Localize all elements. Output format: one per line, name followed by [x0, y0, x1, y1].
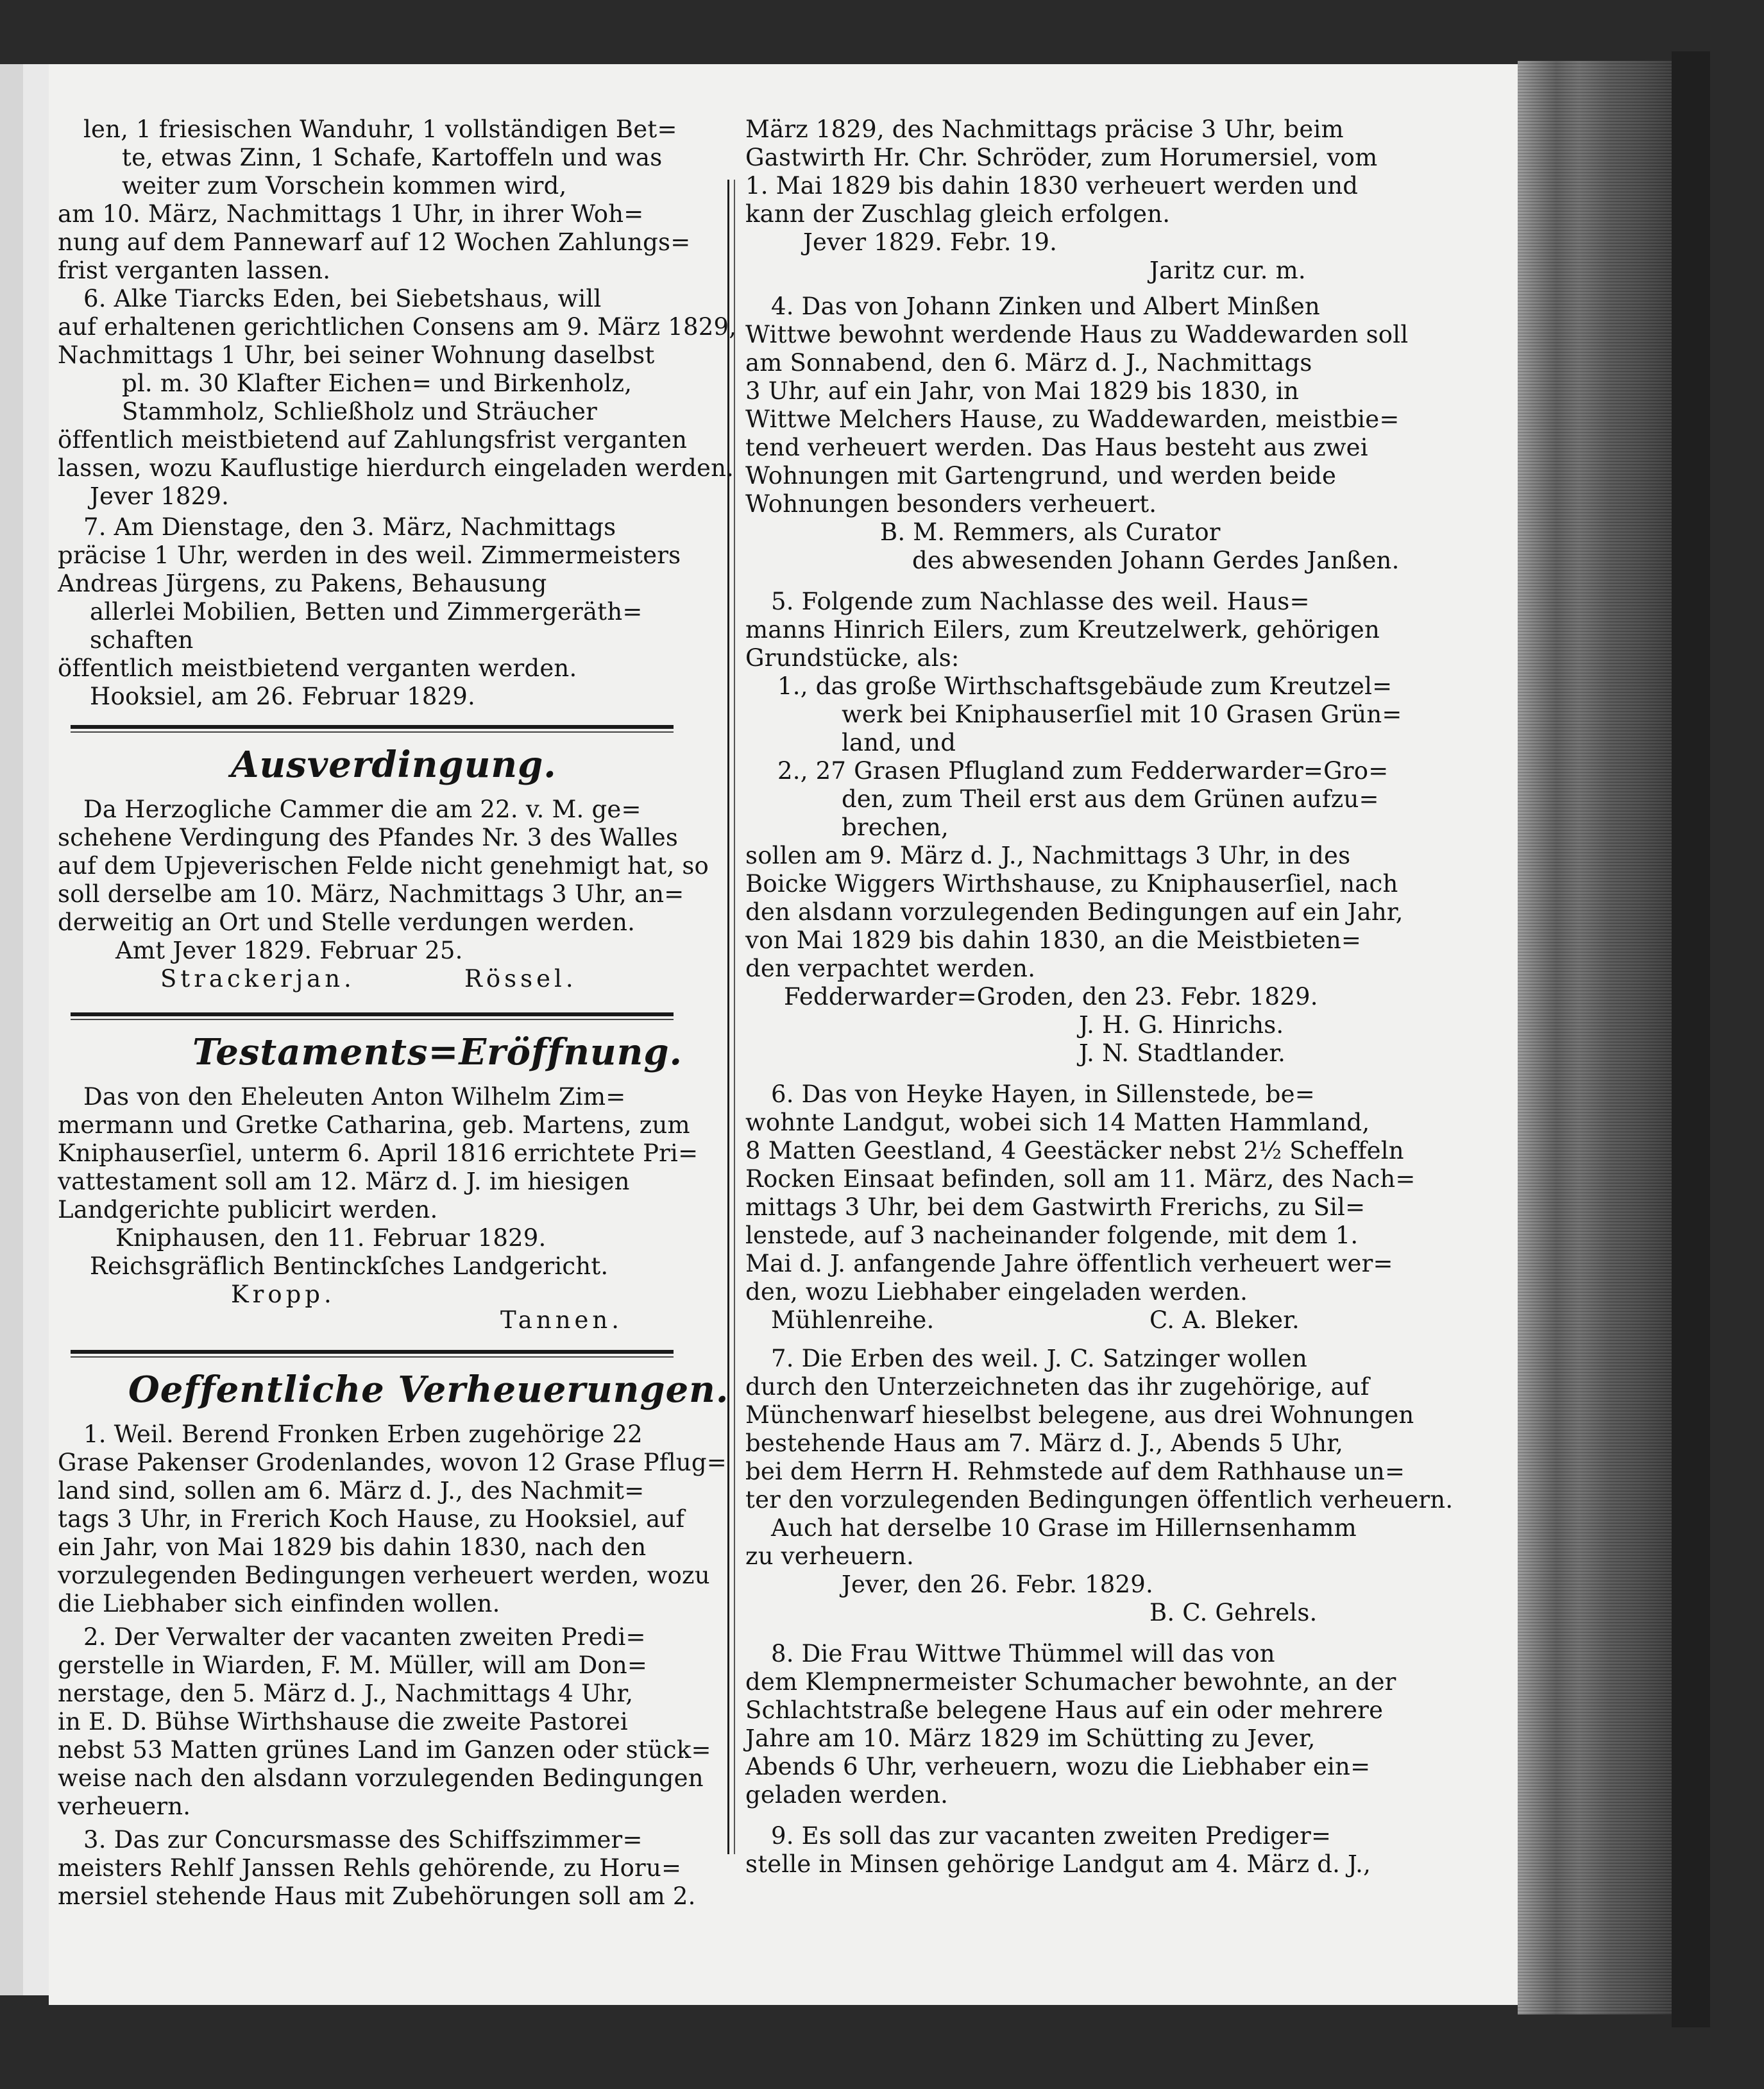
- text-line: mittags 3 Uhr, bei dem Gastwirth Frerichs, zu Sil=: [745, 1193, 1366, 1221]
- signature-gehrels: B. C. Gehrels.: [1149, 1599, 1318, 1626]
- signature-bleker: C. A. Bleker.: [1149, 1306, 1300, 1334]
- text-line: Landgerichte publicirt werden.: [58, 1196, 438, 1224]
- text-line: manns Hinrich Eilers, zum Kreutzelwerk, gehörigen: [745, 616, 1380, 644]
- text-line: nebst 53 Matten grünes Land im Ganzen oder stück=: [58, 1736, 711, 1764]
- text-line: 4. Das von Johann Zinken und Albert Minßen: [771, 293, 1320, 320]
- signature-strackerjan: Strackerjan.: [160, 965, 355, 993]
- text-line: 1., das große Wirthschaftsgebäude zum Kreutzel=: [777, 672, 1393, 700]
- text-line: gerstelle in Wiarden, F. M. Müller, will am Don=: [58, 1651, 648, 1679]
- text-line: 8. Die Frau Wittwe Thümmel will das von: [771, 1640, 1275, 1667]
- text-line: geladen werden.: [745, 1781, 949, 1809]
- text-line: kann der Zuschlag gleich erfolgen.: [745, 200, 1171, 228]
- text-line: Jever 1829.: [90, 482, 230, 510]
- text-line: Wohnungen besonders verheuert.: [745, 490, 1157, 518]
- signature-tannen: Tannen.: [500, 1306, 623, 1334]
- text-line: Kniphauserſiel, unterm 6. April 1816 errichtete Pri=: [58, 1139, 699, 1167]
- text-line: lenstede, auf 3 nacheinander folgende, mit dem 1.: [745, 1222, 1359, 1249]
- section-heading-testament: Testaments=Eröffnung.: [192, 1031, 683, 1073]
- text-line: nerstage, den 5. März d. J., Nachmittags 4 Uhr,: [58, 1680, 634, 1707]
- text-line: Wittwe Melchers Hause, zu Waddewarden, meistbie=: [745, 405, 1400, 433]
- text-line: stelle in Minsen gehörige Landgut am 4. März d. J.,: [745, 1850, 1371, 1878]
- text-line: auf dem Upjeverischen Felde nicht genehmigt hat, so: [58, 852, 709, 880]
- text-line: 7. Die Erben des weil. J. C. Satzinger wollen: [771, 1345, 1307, 1372]
- text-line: präcise 1 Uhr, werden in des weil. Zimmermeisters: [58, 541, 681, 569]
- text-line: bestehende Haus am 7. März d. J., Abends 5 Uhr,: [745, 1429, 1344, 1457]
- text-line: 1. Weil. Berend Fronken Erben zugehörige 22: [83, 1420, 643, 1448]
- text-line: Stammholz, Schließholz und Sträucher: [122, 398, 598, 425]
- text-line: Wohnungen mit Gartengrund, und werden beide: [745, 462, 1337, 490]
- text-line: allerlei Mobilien, Betten und Zimmergeräth=: [90, 598, 643, 626]
- adjacent-page-gutter: [23, 64, 49, 1995]
- book-page-block-edge: [1518, 61, 1672, 2015]
- text-line: vattestament soll am 12. März d. J. im hiesigen: [58, 1168, 630, 1195]
- section-heading-ausverdingung: Ausverdingung.: [231, 744, 557, 786]
- text-line: Amt Jever 1829. Februar 25.: [115, 937, 463, 964]
- text-line: land, und: [842, 729, 956, 756]
- text-line: Nachmittags 1 Uhr, bei seiner Wohnung daselbst: [58, 341, 655, 369]
- text-line: 1. Mai 1829 bis dahin 1830 verheuert werden und: [745, 172, 1359, 200]
- text-line: land sind, sollen am 6. März d. J., des Nachmit=: [58, 1477, 645, 1505]
- text-line: Schlachtstraße belegene Haus auf ein oder mehrere: [745, 1696, 1384, 1724]
- text-line: 9. Es soll das zur vacanten zweiten Prediger=: [771, 1822, 1332, 1850]
- signature-remmers: B. M. Remmers, als Curator: [880, 518, 1221, 546]
- section-heading-verheuerungen: Oeffentliche Verheuerungen.: [128, 1369, 729, 1411]
- signature-hinrichs: J. H. G. Hinrichs.: [1079, 1011, 1284, 1039]
- text-line: 7. Am Dienstage, den 3. März, Nachmittags: [83, 513, 616, 541]
- right-column: [711, 64, 1454, 2005]
- text-line: öffentlich meistbietend verganten werden.: [58, 654, 577, 682]
- text-line: soll derselbe am 10. März, Nachmittags 3 Uhr, an=: [58, 880, 684, 908]
- text-line: öffentlich meistbietend auf Zahlungsfrist verganten: [58, 426, 688, 454]
- text-line: 6. Alke Tiarcks Eden, bei Siebetshaus, will: [83, 285, 602, 312]
- text-line: Auch hat derselbe 10 Grase im Hillernsenhamm: [771, 1514, 1357, 1542]
- text-line: Fedderwarder=Groden, den 23. Febr. 1829.: [784, 983, 1318, 1010]
- text-line: Mühlenreihe.: [771, 1306, 935, 1334]
- text-line: 8 Matten Geestland, 4 Geestäcker nebst 2½ Scheffeln: [745, 1137, 1404, 1164]
- text-line: 2. Der Verwalter der vacanten zweiten Predi=: [83, 1623, 646, 1651]
- text-line: die Liebhaber sich einfinden wollen.: [58, 1590, 500, 1617]
- text-line: am 10. März, Nachmittags 1 Uhr, in ihrer Woh=: [58, 200, 644, 228]
- text-line: von Mai 1829 bis dahin 1830, an die Meistbieten=: [745, 926, 1362, 954]
- text-line: 6. Das von Heyke Hayen, in Sillenstede, be=: [771, 1080, 1315, 1108]
- text-line: weise nach den alsdann vorzulegenden Bedingungen: [58, 1764, 704, 1792]
- text-line: ein Jahr, von Mai 1829 bis dahin 1830, nach den: [58, 1533, 647, 1561]
- text-line: pl. m. 30 Klafter Eichen= und Birkenholz,: [122, 370, 632, 397]
- signature-roessel: Rössel.: [464, 965, 577, 993]
- text-line: bei dem Herrn H. Rehmstede auf dem Rathhause un=: [745, 1458, 1405, 1485]
- newspaper-page: [49, 64, 1518, 2005]
- section-separator: [71, 1012, 674, 1016]
- text-line: den verpachtet werden.: [745, 955, 1036, 982]
- text-line: 2., 27 Grasen Pflugland zum Fedderwarder=Gro=: [777, 757, 1389, 785]
- text-line: dem Klempnermeister Schumacher bewohnte, an der: [745, 1668, 1396, 1696]
- text-line: März 1829, des Nachmittags präcise 3 Uhr, beim: [745, 115, 1344, 143]
- text-line: frist verganten lassen.: [58, 257, 331, 284]
- text-line: Jahre am 10. März 1829 im Schütting zu Jever,: [745, 1725, 1316, 1752]
- text-line: sollen am 9. März d. J., Nachmittags 3 Uhr, in des: [745, 842, 1351, 869]
- text-line: tend verheuert werden. Das Haus besteht aus zwei: [745, 434, 1368, 461]
- text-line: Abends 6 Uhr, verheuern, wozu die Liebhaber ein=: [745, 1753, 1371, 1780]
- text-line: ter den vorzulegenden Bedingungen öffentlich verheuern.: [745, 1486, 1454, 1513]
- text-line: weiter zum Vorschein kommen wird,: [122, 172, 567, 200]
- text-line: lassen, wozu Kauflustige hierdurch eingeladen werden.: [58, 454, 734, 482]
- section-separator: [71, 1350, 674, 1354]
- text-line: schaften: [90, 626, 194, 654]
- left-column: [49, 64, 737, 2005]
- text-line: mersiel stehende Haus mit Zubehörungen soll am 2.: [58, 1882, 696, 1910]
- text-line: meisters Rehlf Janssen Rehls gehörende, zu Horu=: [58, 1854, 682, 1882]
- text-line: den, wozu Liebhaber eingeladen werden.: [745, 1278, 1248, 1306]
- text-line: tags 3 Uhr, in Frerich Koch Hause, zu Hooksiel, auf: [58, 1505, 685, 1533]
- text-line: Da Herzogliche Cammer die am 22. v. M. ge=: [83, 796, 641, 823]
- text-line: auf erhaltenen gerichtlichen Consens am 9. März 1829,: [58, 313, 737, 341]
- book-cover-edge: [1672, 51, 1710, 2027]
- text-line: den alsdann vorzulegenden Bedingungen auf ein Jahr,: [745, 898, 1404, 926]
- signature-jaritz: Jaritz cur. m.: [1149, 257, 1306, 284]
- text-line: Hooksiel, am 26. Februar 1829.: [90, 683, 475, 710]
- text-line: Andreas Jürgens, zu Pakens, Behausung: [58, 570, 547, 597]
- text-line: Das von den Eheleuten Anton Wilhelm Zim=: [83, 1083, 626, 1111]
- text-line: Jever, den 26. Febr. 1829.: [842, 1571, 1153, 1598]
- text-line: Rocken Einsaat befinden, soll am 11. März, des Nach=: [745, 1165, 1416, 1193]
- text-line: Gastwirth Hr. Chr. Schröder, zum Horumersiel, vom: [745, 144, 1378, 171]
- text-line: nung auf dem Pannewarf auf 12 Wochen Zahlungs=: [58, 228, 691, 256]
- text-line: Grundstücke, als:: [745, 644, 960, 672]
- text-line: len, 1 friesischen Wanduhr, 1 vollständigen Bet=: [83, 115, 677, 143]
- section-separator: [71, 725, 674, 729]
- signature-stadtlander: J. N. Stadtlander.: [1079, 1039, 1286, 1067]
- text-line: Grase Pakenser Grodenlandes, wovon 12 Grase Pflug=: [58, 1449, 727, 1476]
- text-line: Boicke Wiggers Wirthshause, zu Kniphauserſiel, nach: [745, 870, 1398, 898]
- signature-kropp: Kropp.: [231, 1281, 335, 1308]
- text-line: den, zum Theil erst aus dem Grünen aufzu=: [842, 785, 1379, 813]
- text-line: durch den Unterzeichneten das ihr zugehörige, auf: [745, 1373, 1370, 1401]
- text-line: Kniphausen, den 11. Februar 1829.: [115, 1224, 547, 1252]
- text-line: zu verheuern.: [745, 1542, 914, 1570]
- adjacent-page-edge: [0, 64, 23, 1995]
- text-line: in E. D. Bühse Wirthshause die zweite Pastorei: [58, 1708, 628, 1735]
- text-line: Mai d. J. anfangende Jahre öffentlich verheuert wer=: [745, 1250, 1393, 1277]
- text-line: Jever 1829. Febr. 19.: [803, 228, 1058, 256]
- text-line: mermann und Gretke Catharina, geb. Martens, zum: [58, 1111, 690, 1139]
- text-line: 5. Folgende zum Nachlasse des weil. Haus=: [771, 588, 1310, 615]
- text-line: Reichsgräflich Bentinckſches Landgericht.: [90, 1252, 609, 1280]
- signature-remmers-line2: des abwesenden Johann Gerdes Janßen.: [912, 547, 1400, 574]
- text-line: 3 Uhr, auf ein Jahr, von Mai 1829 bis 1830, in: [745, 377, 1300, 405]
- text-line: derweitig an Ort und Stelle verdungen werden.: [58, 908, 636, 936]
- text-line: verheuern.: [58, 1793, 191, 1820]
- text-line: Münchenwarf hieselbst belegene, aus drei Wohnungen: [745, 1401, 1414, 1429]
- text-line: vorzulegenden Bedingungen verheuert werden, wozu: [58, 1562, 710, 1589]
- text-line: am Sonnabend, den 6. März d. J., Nachmittags: [745, 349, 1312, 377]
- text-line: wohnte Landgut, wobei sich 14 Matten Hammland,: [745, 1109, 1370, 1136]
- text-line: brechen,: [842, 814, 949, 841]
- text-line: schehene Verdingung des Pfandes Nr. 3 des Walles: [58, 824, 679, 851]
- text-line: werk bei Kniphauserſiel mit 10 Grasen Grün=: [842, 701, 1402, 728]
- text-line: te, etwas Zinn, 1 Schafe, Kartoffeln und was: [122, 144, 663, 171]
- text-line: 3. Das zur Concursmasse des Schiffszimmer=: [83, 1826, 643, 1854]
- text-line: Wittwe bewohnt werdende Haus zu Waddewarden soll: [745, 321, 1409, 348]
